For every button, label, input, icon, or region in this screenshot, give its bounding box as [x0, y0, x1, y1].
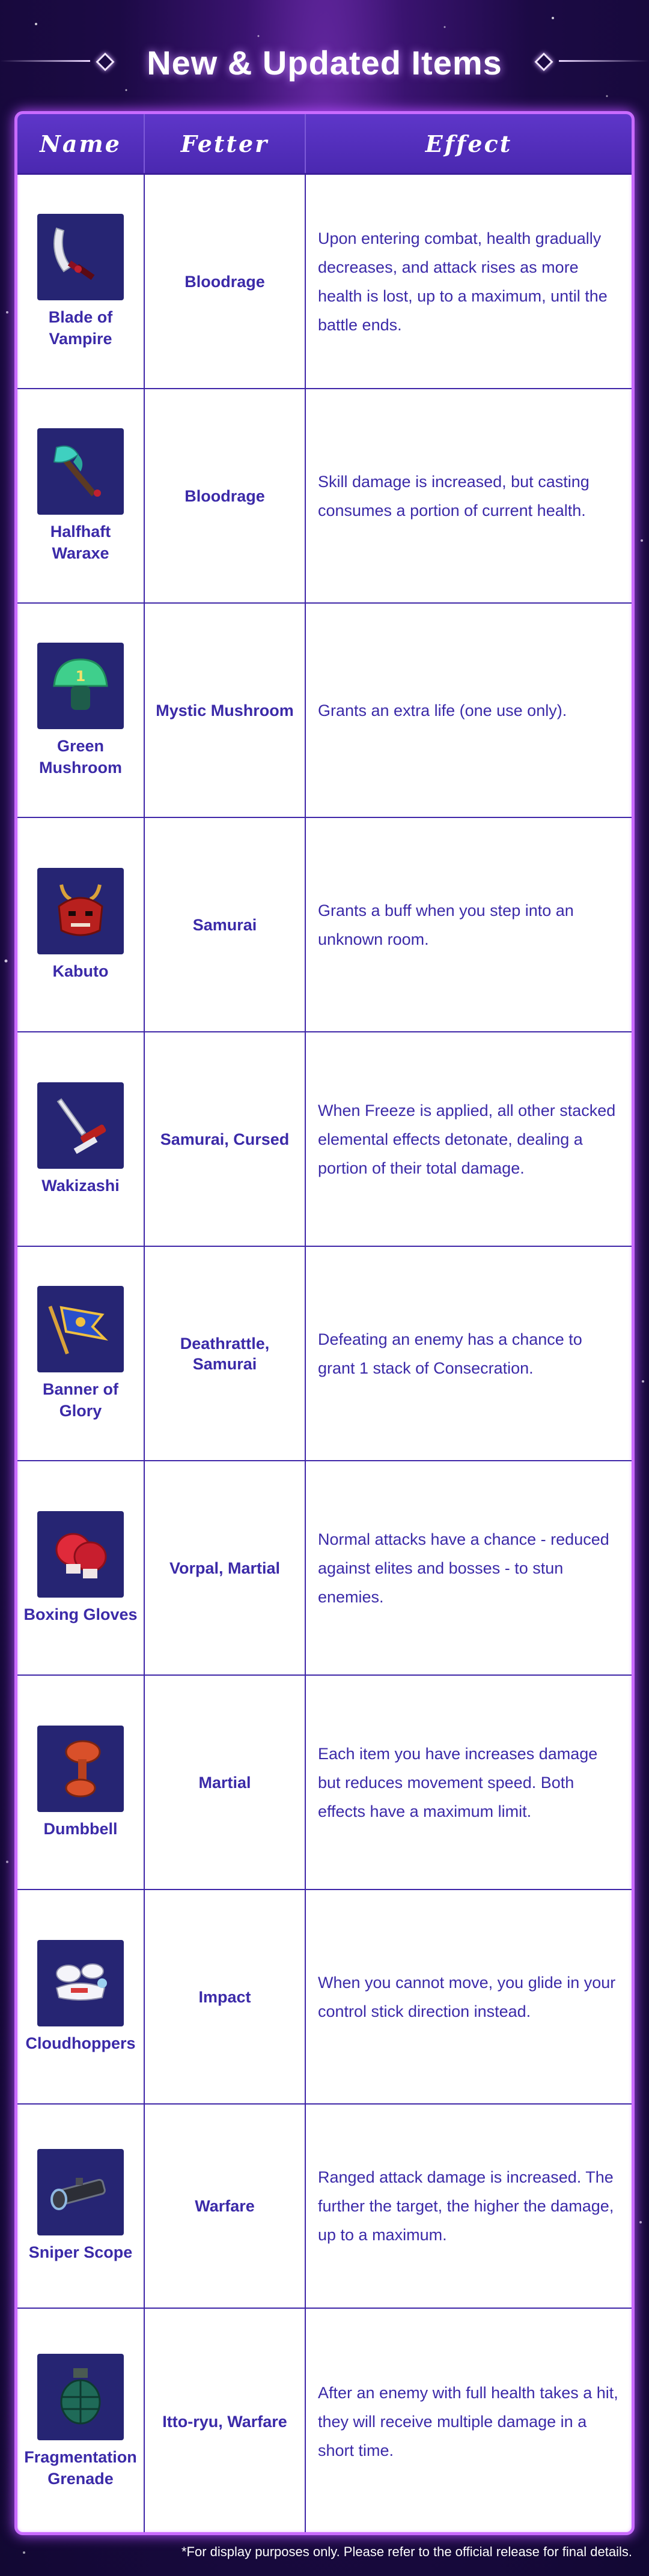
table-row — [17, 1032, 632, 1247]
item-name: Fragmentation Grenade — [24, 2447, 137, 2488]
items-table — [14, 111, 635, 2535]
column-header-effect: Effect — [425, 130, 513, 157]
effect-description: Normal attacks have a chance - reduced against elites and bosses - to stun enemies. — [318, 1530, 609, 1606]
fetter-cell — [145, 389, 306, 602]
effect-description: Grants a buff when you step into an unknown room. — [318, 901, 574, 948]
column-header-fetter: Fetter — [145, 114, 306, 173]
wakizashi-sword-icon — [37, 1082, 124, 1169]
fetter-cell — [145, 1247, 306, 1460]
effect-cell — [306, 1890, 632, 2103]
item-name-cell — [17, 1032, 145, 1246]
table-row — [17, 1676, 632, 1890]
disclaimer-footnote: *For display purposes only. Please refer to the official release for final details. — [181, 2544, 632, 2559]
effect-cell — [306, 2309, 632, 2534]
effect-cell — [306, 1461, 632, 1674]
item-name-cell — [17, 604, 145, 817]
fetter-cell — [145, 1461, 306, 1674]
item-name: Banner of Glory — [42, 1380, 118, 1420]
effect-description: When Freeze is applied, all other stacked elemental effects detonate, dealing a portion of their total damage. — [318, 1101, 616, 1177]
effect-cell — [306, 1247, 632, 1460]
fetter-cell — [145, 1890, 306, 2103]
fetter-label: Impact — [198, 1987, 251, 2006]
vampire-blade-icon — [37, 214, 124, 300]
table-row — [17, 1890, 632, 2105]
fetter-cell — [145, 604, 306, 817]
svg-text:1: 1 — [75, 667, 86, 685]
item-name-cell — [17, 1890, 145, 2103]
effect-cell — [306, 175, 632, 388]
table-row — [17, 2105, 632, 2309]
table-row — [17, 1247, 632, 1461]
item-name-cell — [17, 1461, 145, 1674]
table-row — [17, 389, 632, 604]
effect-cell — [306, 1032, 632, 1246]
table-row — [17, 1461, 632, 1676]
item-name-cell — [17, 2309, 145, 2534]
fetter-label: Deathrattle, Samurai — [180, 1334, 270, 1373]
fetter-label: Bloodrage — [184, 272, 265, 291]
effect-cell — [306, 2105, 632, 2308]
effect-cell — [306, 604, 632, 817]
fetter-cell — [145, 2105, 306, 2308]
grenade-icon — [37, 2354, 124, 2440]
item-name-cell — [17, 175, 145, 388]
item-name-cell — [17, 818, 145, 1031]
table-header-row — [17, 114, 632, 175]
diamond-ornament-icon — [534, 52, 553, 71]
fetter-cell — [145, 1032, 306, 1246]
kabuto-helmet-icon — [37, 868, 124, 954]
fetter-label: Samurai — [192, 915, 257, 934]
item-name-cell — [17, 2105, 145, 2308]
fetter-cell — [145, 818, 306, 1031]
header-decoration-line-left — [0, 60, 90, 62]
item-name: Halfhaft Waraxe — [50, 522, 111, 562]
header-decoration-line-right — [559, 60, 649, 62]
cloud-shoes-icon — [37, 1940, 124, 2026]
fetter-label: Bloodrage — [184, 486, 265, 505]
mushroom-icon — [37, 643, 124, 729]
table-row — [17, 2309, 632, 2534]
boxing-gloves-icon — [37, 1511, 124, 1598]
page-header — [0, 0, 649, 120]
item-name: Cloudhoppers — [25, 2034, 136, 2052]
effect-cell — [306, 389, 632, 602]
column-header-name: Name — [17, 114, 145, 173]
effect-description: Grants an extra life (one use only). — [318, 701, 567, 720]
fetter-label: Martial — [198, 1773, 251, 1792]
waraxe-icon — [37, 428, 124, 515]
diamond-ornament-icon — [96, 52, 114, 71]
fetter-cell — [145, 1676, 306, 1889]
fetter-label: Warfare — [195, 2197, 255, 2215]
fetter-label: Vorpal, Martial — [169, 1559, 281, 1577]
effect-description: When you cannot move, you glide in your control stick direction instead. — [318, 1973, 616, 2020]
item-name: Sniper Scope — [28, 2243, 133, 2261]
item-name-cell — [17, 1676, 145, 1889]
item-name: Kabuto — [52, 962, 109, 980]
item-name-cell — [17, 389, 145, 602]
item-name: Boxing Gloves — [23, 1605, 138, 1623]
dumbbell-icon — [37, 1726, 124, 1812]
page-title: New & Updated Items — [147, 43, 502, 82]
table-row — [17, 818, 632, 1032]
effect-description: Upon entering combat, health gradually decreases, and attack rises as more health is lost, up to a maximum, until the battle ends. — [318, 229, 608, 334]
banner-flag-icon — [37, 1286, 124, 1372]
item-name: Wakizashi — [41, 1176, 120, 1195]
effect-description: After an enemy with full health takes a hit, they will receive multiple damage in a short time. — [318, 2383, 618, 2459]
item-name: Dumbbell — [43, 1819, 118, 1838]
fetter-cell — [145, 2309, 306, 2534]
table-row — [17, 175, 632, 389]
effect-cell — [306, 818, 632, 1031]
item-name-cell — [17, 1247, 145, 1460]
fetter-label: Itto-ryu, Warfare — [162, 2412, 287, 2431]
effect-description: Skill damage is increased, but casting consumes a portion of current health. — [318, 472, 590, 520]
fetter-label: Samurai, Cursed — [160, 1130, 290, 1148]
effect-description: Each item you have increases damage but reduces movement speed. Both effects have a maximum limit. — [318, 1744, 598, 1820]
scope-icon — [37, 2149, 124, 2235]
item-name: Blade of Vampire — [48, 308, 113, 348]
fetter-cell — [145, 175, 306, 388]
effect-description: Defeating an enemy has a chance to grant 1 stack of Consecration. — [318, 1330, 582, 1377]
effect-cell — [306, 1676, 632, 1889]
fetter-label: Mystic Mushroom — [156, 701, 294, 720]
effect-description: Ranged attack damage is increased. The further the target, the higher the damage, up to a maximum. — [318, 2168, 614, 2244]
item-name: Green Mushroom — [39, 736, 122, 777]
table-row — [17, 604, 632, 818]
